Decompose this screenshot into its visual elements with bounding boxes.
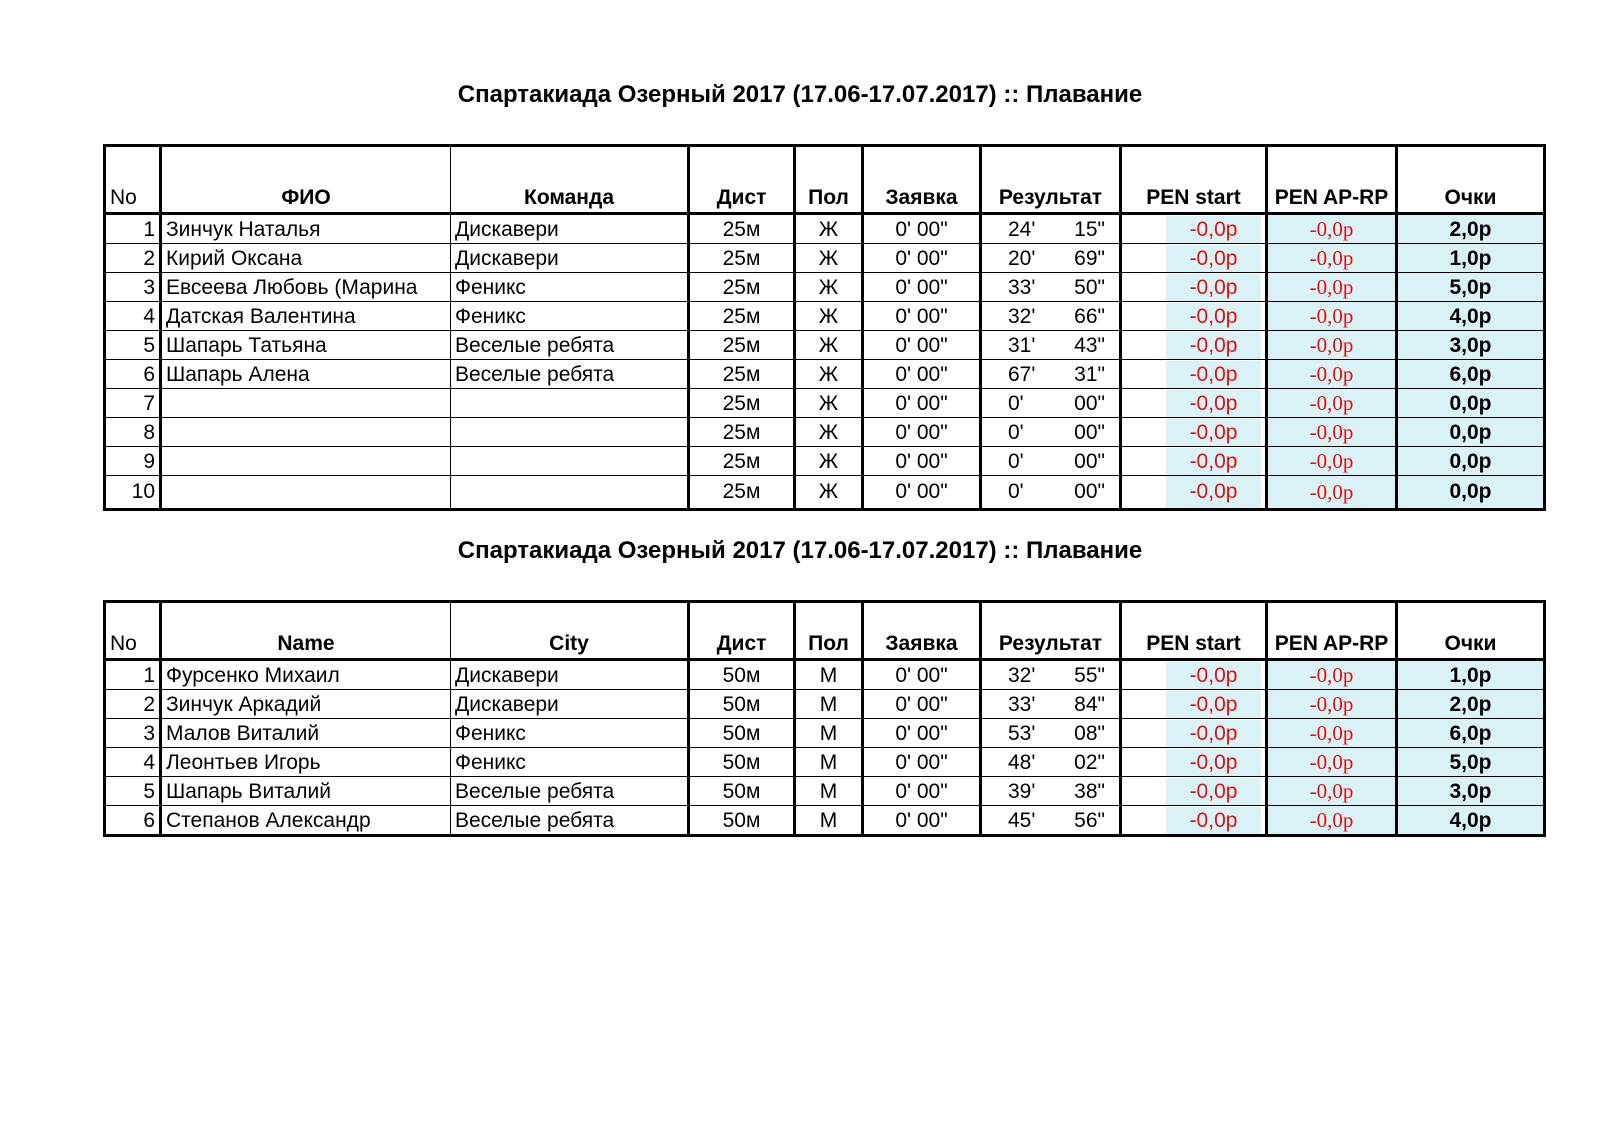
row-number: 3 bbox=[105, 719, 161, 748]
result-minutes: 53' bbox=[1008, 721, 1036, 745]
table-row bbox=[105, 273, 1545, 302]
sex: Ж bbox=[795, 389, 863, 418]
sex: Ж bbox=[795, 360, 863, 389]
result-time bbox=[981, 360, 1121, 389]
row-number: 5 bbox=[105, 331, 161, 360]
team-name: Дискавери bbox=[451, 244, 689, 273]
distance: 50м bbox=[689, 690, 795, 719]
result-time bbox=[981, 214, 1121, 244]
pen-start bbox=[1121, 418, 1267, 447]
bid-time: 0' 00" bbox=[863, 302, 981, 331]
team-name: Дискавери bbox=[451, 660, 689, 690]
distance: 25м bbox=[689, 273, 795, 302]
points: 2,0р bbox=[1397, 690, 1545, 719]
result-time bbox=[981, 476, 1121, 510]
result-time bbox=[981, 777, 1121, 806]
header-result: Результат bbox=[981, 146, 1121, 214]
pen-ap-rp: -0,0р bbox=[1267, 690, 1397, 719]
sex: Ж bbox=[795, 244, 863, 273]
distance: 25м bbox=[689, 214, 795, 244]
table-row bbox=[105, 360, 1545, 389]
page-title: Спартакиада Озерный 2017 (17.06-17.07.2017) :: Плавание bbox=[457, 81, 1143, 108]
row-number: 3 bbox=[105, 273, 161, 302]
distance: 50м bbox=[689, 748, 795, 777]
result-time bbox=[981, 273, 1121, 302]
row-number: 9 bbox=[105, 447, 161, 476]
sex: Ж bbox=[795, 302, 863, 331]
header-sex: Пол bbox=[795, 602, 863, 660]
pen-start-value: -0,0р bbox=[1166, 390, 1261, 417]
row-number: 1 bbox=[105, 660, 161, 690]
header-no: No bbox=[105, 146, 161, 214]
page-title: Спартакиада Озерный 2017 (17.06-17.07.2017) :: Плавание bbox=[457, 537, 1143, 564]
bid-time: 0' 00" bbox=[863, 690, 981, 719]
athlete-name: Датская Валентина bbox=[161, 302, 451, 331]
result-seconds: 31" bbox=[1074, 362, 1105, 386]
table-row bbox=[105, 660, 1545, 690]
pen-start-value: -0,0р bbox=[1166, 662, 1261, 689]
team-name bbox=[451, 476, 689, 510]
distance: 50м bbox=[689, 660, 795, 690]
pen-start bbox=[1121, 447, 1267, 476]
sex: Ж bbox=[795, 331, 863, 360]
header-row bbox=[105, 602, 1545, 660]
table-row bbox=[105, 244, 1545, 273]
team-name bbox=[451, 418, 689, 447]
result-seconds: 50" bbox=[1074, 275, 1105, 299]
row-number: 2 bbox=[105, 244, 161, 273]
pen-ap-rp: -0,0р bbox=[1267, 418, 1397, 447]
pen-start bbox=[1121, 273, 1267, 302]
bid-time: 0' 00" bbox=[863, 748, 981, 777]
points: 0,0р bbox=[1397, 447, 1545, 476]
row-number: 4 bbox=[105, 748, 161, 777]
distance: 50м bbox=[689, 806, 795, 836]
header-pen-ap-rp: PEN AP-RP bbox=[1267, 602, 1397, 660]
header-sex: Пол bbox=[795, 146, 863, 214]
result-minutes: 24' bbox=[1008, 217, 1036, 241]
pen-start bbox=[1121, 214, 1267, 244]
row-number: 6 bbox=[105, 360, 161, 389]
table-row bbox=[105, 302, 1545, 331]
bid-time: 0' 00" bbox=[863, 360, 981, 389]
row-number: 2 bbox=[105, 690, 161, 719]
pen-ap-rp: -0,0р bbox=[1267, 748, 1397, 777]
table-row bbox=[105, 777, 1545, 806]
result-seconds: 02" bbox=[1074, 750, 1105, 774]
pen-start-value: -0,0р bbox=[1166, 807, 1261, 834]
table-row bbox=[105, 748, 1545, 777]
table-row bbox=[105, 690, 1545, 719]
athlete-name: Фурсенко Михаил bbox=[161, 660, 451, 690]
points: 4,0р bbox=[1397, 302, 1545, 331]
bid-time: 0' 00" bbox=[863, 331, 981, 360]
pen-start bbox=[1121, 389, 1267, 418]
points: 3,0р bbox=[1397, 331, 1545, 360]
team-name bbox=[451, 389, 689, 418]
pen-start bbox=[1121, 331, 1267, 360]
athlete-name: Шапарь Алена bbox=[161, 360, 451, 389]
result-time bbox=[981, 748, 1121, 777]
header-bid: Заявка bbox=[863, 146, 981, 214]
header-bid: Заявка bbox=[863, 602, 981, 660]
pen-start-value: -0,0р bbox=[1166, 419, 1261, 446]
pen-start-value: -0,0р bbox=[1166, 749, 1261, 776]
points: 1,0р bbox=[1397, 660, 1545, 690]
pen-start-value: -0,0р bbox=[1166, 691, 1261, 718]
result-minutes: 32' bbox=[1008, 663, 1036, 687]
result-seconds: 00" bbox=[1074, 449, 1105, 473]
pen-start-value: -0,0р bbox=[1166, 720, 1261, 747]
team-name: Феникс bbox=[451, 302, 689, 331]
result-minutes: 0' bbox=[1008, 420, 1024, 444]
bid-time: 0' 00" bbox=[863, 806, 981, 836]
result-seconds: 00" bbox=[1074, 480, 1105, 503]
header-points: Очки bbox=[1397, 602, 1545, 660]
sex: М bbox=[795, 660, 863, 690]
distance: 25м bbox=[689, 244, 795, 273]
header-row bbox=[105, 146, 1545, 214]
team-name: Феникс bbox=[451, 273, 689, 302]
result-seconds: 08" bbox=[1074, 721, 1105, 745]
results-table-women bbox=[103, 144, 1546, 511]
team-name: Веселые ребята bbox=[451, 331, 689, 360]
sex: Ж bbox=[795, 418, 863, 447]
pen-start-value: -0,0р bbox=[1166, 303, 1261, 330]
athlete-name: Степанов Александр bbox=[161, 806, 451, 836]
header-pen-ap-rp: PEN AP-RP bbox=[1267, 146, 1397, 214]
header-result: Результат bbox=[981, 602, 1121, 660]
result-minutes: 39' bbox=[1008, 779, 1036, 803]
result-seconds: 84" bbox=[1074, 692, 1105, 716]
athlete-name: Кирий Оксана bbox=[161, 244, 451, 273]
sex: Ж bbox=[795, 273, 863, 302]
pen-start bbox=[1121, 476, 1267, 510]
result-seconds: 00" bbox=[1074, 420, 1105, 444]
pen-start-value: -0,0р bbox=[1166, 448, 1261, 475]
result-seconds: 55" bbox=[1074, 663, 1105, 687]
result-time bbox=[981, 660, 1121, 690]
pen-ap-rp: -0,0р bbox=[1267, 273, 1397, 302]
pen-start bbox=[1121, 302, 1267, 331]
pen-ap-rp: -0,0р bbox=[1267, 777, 1397, 806]
header-pen-start: PEN start bbox=[1121, 602, 1267, 660]
header-points: Очки bbox=[1397, 146, 1545, 214]
pen-start-value: -0,0р bbox=[1166, 778, 1261, 805]
result-minutes: 0' bbox=[1008, 391, 1024, 415]
team-name: Веселые ребята bbox=[451, 777, 689, 806]
pen-start-value: -0,0р bbox=[1166, 274, 1261, 301]
team-name: Дискавери bbox=[451, 214, 689, 244]
result-time bbox=[981, 418, 1121, 447]
athlete-name bbox=[161, 476, 451, 510]
bid-time: 0' 00" bbox=[863, 244, 981, 273]
athlete-name: Леонтьев Игорь bbox=[161, 748, 451, 777]
table-row bbox=[105, 331, 1545, 360]
result-seconds: 56" bbox=[1074, 808, 1105, 832]
header-name: Name bbox=[161, 602, 451, 660]
row-number: 6 bbox=[105, 806, 161, 836]
bid-time: 0' 00" bbox=[863, 476, 981, 510]
sex: М bbox=[795, 806, 863, 836]
header-dist: Дист bbox=[689, 146, 795, 214]
result-seconds: 43" bbox=[1074, 333, 1105, 357]
row-number: 5 bbox=[105, 777, 161, 806]
sex: Ж bbox=[795, 214, 863, 244]
athlete-name: Шапарь Виталий bbox=[161, 777, 451, 806]
athlete-name bbox=[161, 418, 451, 447]
pen-start-value: -0,0р bbox=[1166, 216, 1261, 243]
points: 4,0р bbox=[1397, 806, 1545, 836]
bid-time: 0' 00" bbox=[863, 214, 981, 244]
distance: 50м bbox=[689, 777, 795, 806]
result-seconds: 00" bbox=[1074, 391, 1105, 415]
pen-start-value: -0,0р bbox=[1166, 332, 1261, 359]
results-table-men bbox=[103, 600, 1546, 837]
points: 0,0р bbox=[1397, 389, 1545, 418]
sex: М bbox=[795, 748, 863, 777]
athlete-name: Малов Виталий bbox=[161, 719, 451, 748]
pen-start bbox=[1121, 748, 1267, 777]
points: 5,0р bbox=[1397, 748, 1545, 777]
distance: 50м bbox=[689, 719, 795, 748]
result-seconds: 69" bbox=[1074, 246, 1105, 270]
table-row bbox=[105, 806, 1545, 836]
result-seconds: 66" bbox=[1074, 304, 1105, 328]
table-row bbox=[105, 447, 1545, 476]
table-row bbox=[105, 418, 1545, 447]
result-seconds: 15" bbox=[1074, 217, 1105, 241]
pen-ap-rp: -0,0р bbox=[1267, 214, 1397, 244]
distance: 25м bbox=[689, 302, 795, 331]
pen-start bbox=[1121, 360, 1267, 389]
result-time bbox=[981, 331, 1121, 360]
result-minutes: 33' bbox=[1008, 692, 1036, 716]
pen-ap-rp: -0,0р bbox=[1267, 244, 1397, 273]
result-minutes: 67' bbox=[1008, 362, 1036, 386]
team-name: Веселые ребята bbox=[451, 806, 689, 836]
bid-time: 0' 00" bbox=[863, 660, 981, 690]
header-city: City bbox=[451, 602, 689, 660]
header-no: No bbox=[105, 602, 161, 660]
distance: 25м bbox=[689, 418, 795, 447]
result-minutes: 48' bbox=[1008, 750, 1036, 774]
points: 0,0р bbox=[1397, 476, 1545, 510]
header-dist: Дист bbox=[689, 602, 795, 660]
pen-start-value: -0,0р bbox=[1166, 476, 1261, 508]
pen-start bbox=[1121, 244, 1267, 273]
distance: 25м bbox=[689, 476, 795, 510]
result-time bbox=[981, 389, 1121, 418]
sex: Ж bbox=[795, 447, 863, 476]
result-minutes: 45' bbox=[1008, 808, 1036, 832]
row-number: 7 bbox=[105, 389, 161, 418]
result-time bbox=[981, 244, 1121, 273]
result-time bbox=[981, 302, 1121, 331]
result-minutes: 33' bbox=[1008, 275, 1036, 299]
result-time bbox=[981, 806, 1121, 836]
row-number: 10 bbox=[105, 476, 161, 510]
row-number: 8 bbox=[105, 418, 161, 447]
table-row bbox=[105, 476, 1545, 510]
pen-start bbox=[1121, 806, 1267, 836]
result-minutes: 31' bbox=[1008, 333, 1036, 357]
pen-start-value: -0,0р bbox=[1166, 361, 1261, 388]
sex: М bbox=[795, 690, 863, 719]
result-minutes: 20' bbox=[1008, 246, 1036, 270]
team-name: Веселые ребята bbox=[451, 360, 689, 389]
pen-ap-rp: -0,0р bbox=[1267, 331, 1397, 360]
pen-ap-rp: -0,0р bbox=[1267, 360, 1397, 389]
sex: М bbox=[795, 719, 863, 748]
table-row bbox=[105, 719, 1545, 748]
athlete-name: Зинчук Наталья bbox=[161, 214, 451, 244]
bid-time: 0' 00" bbox=[863, 418, 981, 447]
pen-ap-rp: -0,0р bbox=[1267, 389, 1397, 418]
bid-time: 0' 00" bbox=[863, 777, 981, 806]
distance: 25м bbox=[689, 447, 795, 476]
points: 1,0р bbox=[1397, 244, 1545, 273]
distance: 25м bbox=[689, 389, 795, 418]
header-name: ФИО bbox=[161, 146, 451, 214]
pen-start bbox=[1121, 777, 1267, 806]
sex: М bbox=[795, 777, 863, 806]
points: 0,0р bbox=[1397, 418, 1545, 447]
row-number: 1 bbox=[105, 214, 161, 244]
pen-ap-rp: -0,0р bbox=[1267, 806, 1397, 836]
points: 6,0р bbox=[1397, 719, 1545, 748]
points: 6,0р bbox=[1397, 360, 1545, 389]
header-team: Команда bbox=[451, 146, 689, 214]
table-row bbox=[105, 214, 1545, 244]
pen-start-value: -0,0р bbox=[1166, 245, 1261, 272]
points: 5,0р bbox=[1397, 273, 1545, 302]
athlete-name bbox=[161, 447, 451, 476]
bid-time: 0' 00" bbox=[863, 273, 981, 302]
team-name: Феникс bbox=[451, 748, 689, 777]
pen-ap-rp: -0,0р bbox=[1267, 660, 1397, 690]
bid-time: 0' 00" bbox=[863, 719, 981, 748]
bid-time: 0' 00" bbox=[863, 389, 981, 418]
result-seconds: 38" bbox=[1074, 779, 1105, 803]
row-number: 4 bbox=[105, 302, 161, 331]
pen-start bbox=[1121, 690, 1267, 719]
pen-ap-rp: -0,0р bbox=[1267, 476, 1397, 510]
team-name: Дискавери bbox=[451, 690, 689, 719]
athlete-name: Шапарь Татьяна bbox=[161, 331, 451, 360]
pen-ap-rp: -0,0р bbox=[1267, 719, 1397, 748]
points: 2,0р bbox=[1397, 214, 1545, 244]
athlete-name: Зинчук Аркадий bbox=[161, 690, 451, 719]
pen-ap-rp: -0,0р bbox=[1267, 302, 1397, 331]
distance: 25м bbox=[689, 360, 795, 389]
athlete-name: Евсеева Любовь (Марина bbox=[161, 273, 451, 302]
result-time bbox=[981, 719, 1121, 748]
athlete-name bbox=[161, 389, 451, 418]
team-name: Феникс bbox=[451, 719, 689, 748]
sex: Ж bbox=[795, 476, 863, 510]
result-time bbox=[981, 690, 1121, 719]
header-pen-start: PEN start bbox=[1121, 146, 1267, 214]
bid-time: 0' 00" bbox=[863, 447, 981, 476]
team-name bbox=[451, 447, 689, 476]
result-minutes: 0' bbox=[1008, 480, 1024, 503]
points: 3,0р bbox=[1397, 777, 1545, 806]
result-minutes: 0' bbox=[1008, 449, 1024, 473]
distance: 25м bbox=[689, 331, 795, 360]
result-minutes: 32' bbox=[1008, 304, 1036, 328]
pen-start bbox=[1121, 719, 1267, 748]
pen-ap-rp: -0,0р bbox=[1267, 447, 1397, 476]
table-row bbox=[105, 389, 1545, 418]
result-time bbox=[981, 447, 1121, 476]
pen-start bbox=[1121, 660, 1267, 690]
